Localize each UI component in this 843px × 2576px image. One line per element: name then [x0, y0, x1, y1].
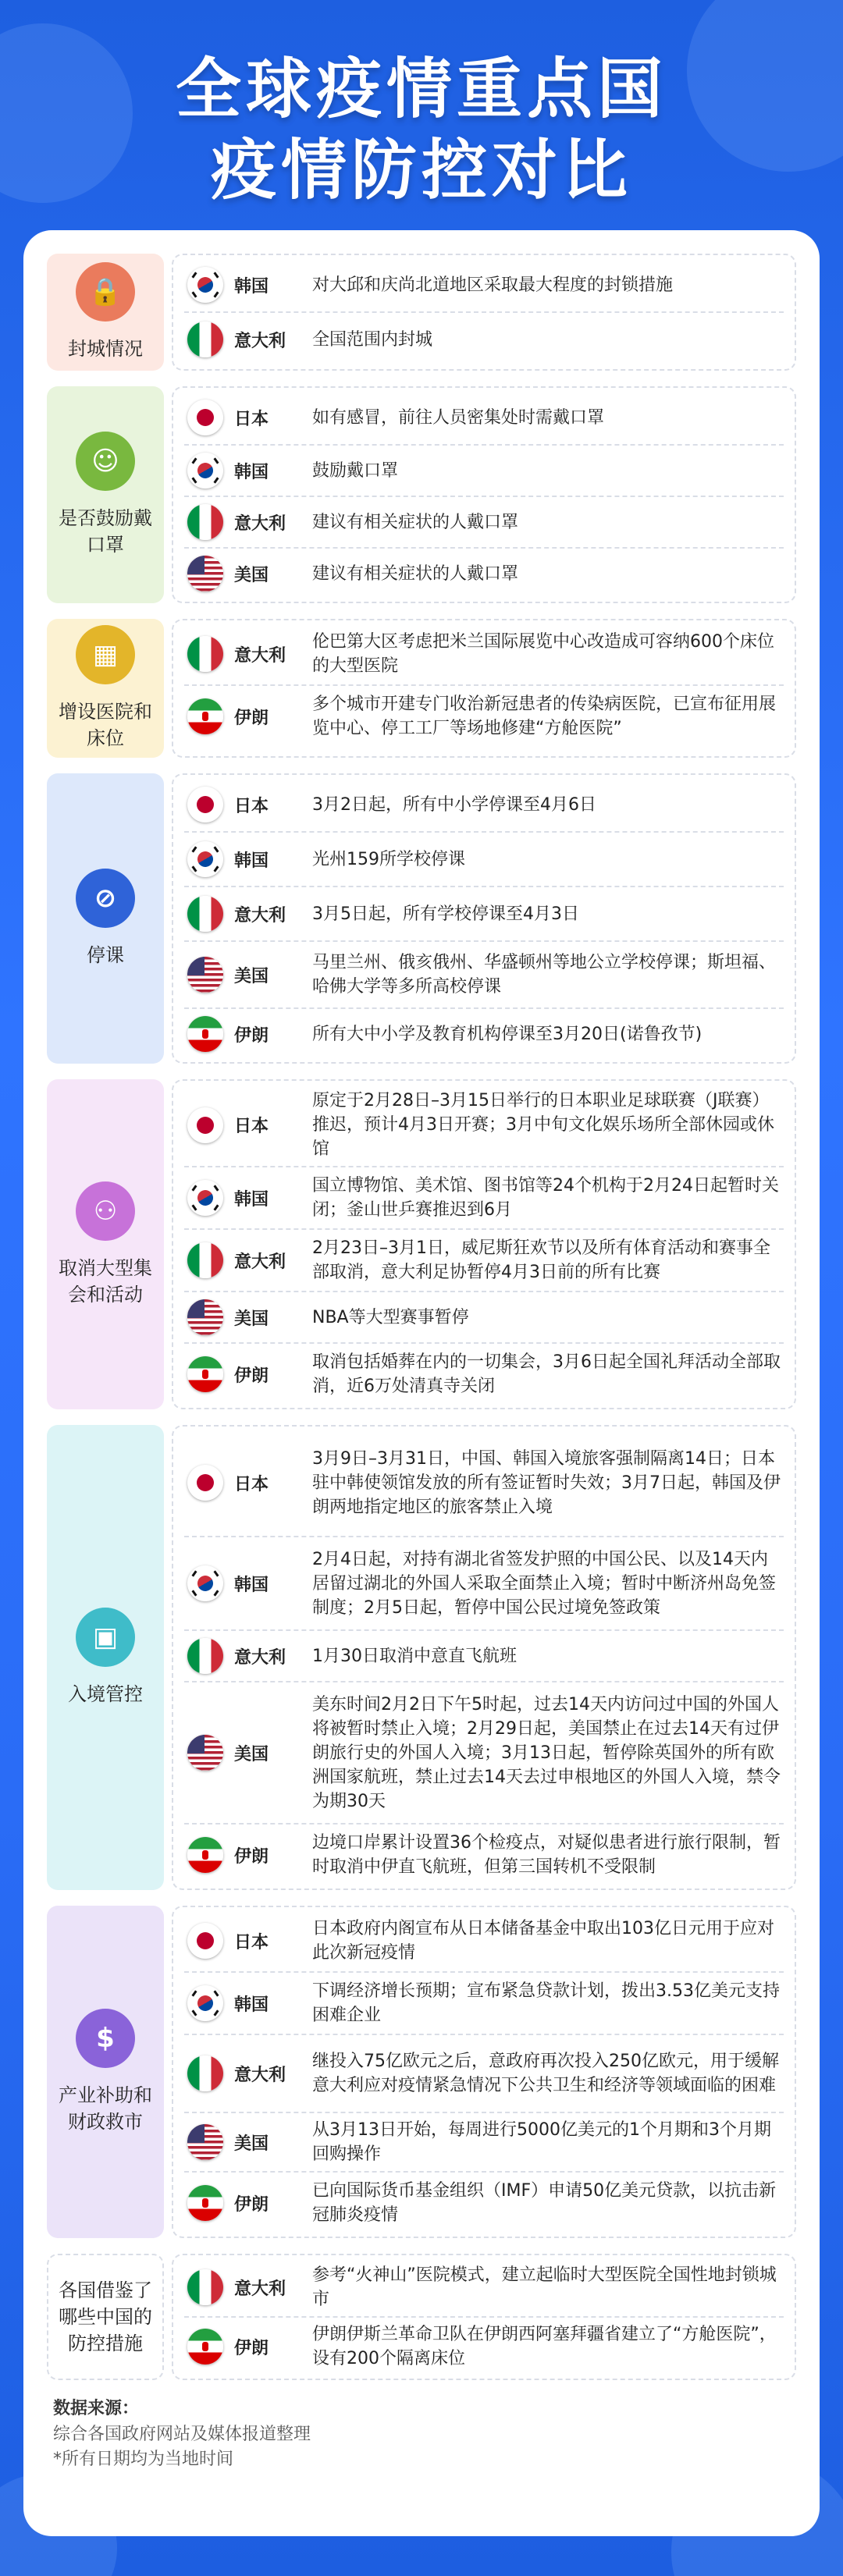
country-row	[184, 942, 784, 1009]
italy-flag-icon	[187, 2269, 223, 2305]
italy-flag-icon	[187, 2055, 223, 2091]
country-row	[184, 1973, 784, 2035]
italy-flag-icon	[187, 1638, 223, 1674]
country-name: 美国	[234, 565, 269, 585]
category-cell	[47, 386, 164, 603]
measure-text: 美东时间2月2日下午5时起，过去14天内访问过中国的外国人将被暂时禁止入境；2月29日起，美国禁止在过去14天有过伊朗旅行史的外国人入境；3月13日起，暂停除英国外的所有欧洲国家航班，禁止过去14天去过申根地区的外国人入境，禁令为期30天	[312, 1694, 781, 1811]
iran-flag-icon	[187, 1837, 223, 1873]
country-name: 意大利	[234, 645, 286, 666]
country-row	[184, 258, 784, 313]
measure-text: 伊朗伊斯兰革命卫队在伊朗西阿塞拜疆省建立了“方舱医院”，设有200个隔离床位	[312, 2325, 777, 2368]
country-name: 日本	[234, 1474, 269, 1494]
country-row	[184, 1430, 784, 1537]
country-row	[184, 686, 784, 747]
country-name: 韩国	[234, 462, 269, 482]
page-title	[0, 48, 843, 211]
country-rows	[172, 619, 796, 758]
category-label: 各国借鉴了哪些中国的防控措施	[59, 2279, 152, 2354]
category-label: 增设医院和床位	[59, 701, 152, 749]
country-row	[184, 1009, 784, 1059]
country-rows	[172, 1425, 796, 1890]
country-name: 伊朗	[234, 1366, 269, 1386]
category-cell	[47, 619, 164, 758]
country-name: 日本	[234, 1932, 269, 1952]
measure-text: 伦巴第大区考虑把米兰国际展览中心改造成可容纳600个床位的大型医院	[312, 632, 774, 676]
country-name: 美国	[234, 1744, 269, 1764]
country-row	[184, 1292, 784, 1344]
country-name: 韩国	[234, 1189, 269, 1210]
country-row	[184, 446, 784, 497]
category-cell	[47, 1906, 164, 2238]
category-cell	[47, 254, 164, 371]
measure-text: 取消包括婚葬在内的一切集会，3月6日起全国礼拜活动全部取消，近6万处清真寺关闭	[312, 1352, 781, 1396]
country-name: 日本	[234, 1117, 269, 1136]
measure-text: 已向国际货币基金组织（IMF）申请50亿美元贷款，以抗击新冠肺炎疫情	[312, 2181, 777, 2225]
footer	[47, 2396, 796, 2472]
category-cell	[47, 1425, 164, 1890]
measure-text: 建议有相关症状的人戴口罩	[312, 563, 519, 584]
south-korea-flag-icon	[187, 1985, 223, 2021]
country-row	[184, 549, 784, 599]
country-row	[184, 313, 784, 366]
measure-text: 1月30日取消中意直飞航班	[312, 1646, 517, 1666]
country-rows	[172, 1906, 796, 2238]
country-row	[184, 778, 784, 833]
country-rows	[172, 254, 796, 371]
iran-flag-icon	[187, 2185, 223, 2221]
measure-text: 多个城市开建专门收治新冠患者的传染病医院，已宣布征用展览中心、停工工厂等场地修建“方舱医院”	[312, 695, 777, 738]
country-rows	[172, 773, 796, 1064]
measure-text: 2月4日起，对持有湖北省签发护照的中国公民、以及14天内居留过湖北的外国人采取全面禁止入境；暂时中断济州岛免签制度；2月5日起，暂停中国公民过境免签政策	[312, 1549, 777, 1618]
country-name: 美国	[234, 2134, 269, 2154]
title-line-1: 全球疫情重点国	[175, 51, 667, 127]
japan-flag-icon	[187, 400, 223, 435]
source-label: 数据来源：	[53, 2399, 140, 2418]
hospital-icon: ▦	[76, 625, 135, 684]
section-5	[47, 1425, 796, 1890]
italy-flag-icon	[187, 896, 223, 932]
category-label: 停课	[87, 944, 124, 966]
italy-flag-icon	[187, 504, 223, 540]
country-name: 意大利	[234, 1252, 286, 1272]
country-row	[184, 1167, 784, 1230]
passport-icon: ▣	[76, 1608, 135, 1667]
measure-text: 光州159所学校停课	[312, 849, 465, 869]
country-row	[184, 2035, 784, 2113]
dollar-icon: $	[76, 2009, 135, 2068]
sections-list	[47, 254, 796, 2380]
category-cell	[47, 1079, 164, 1409]
date-note: *所有日期均为当地时间	[53, 2450, 234, 2469]
country-name: 韩国	[234, 851, 269, 871]
category-label: 封城情况	[68, 338, 143, 360]
country-name: 意大利	[234, 2279, 286, 2299]
country-row	[184, 1344, 784, 1405]
measure-text: 下调经济增长预期；宣布紧急贷款计划，拨出3.53亿美元支持困难企业	[312, 1981, 780, 2025]
country-name: 韩国	[234, 1995, 269, 2015]
iran-flag-icon	[187, 1356, 223, 1392]
usa-flag-icon	[187, 2124, 223, 2160]
country-row	[184, 624, 784, 686]
section-4	[47, 1079, 796, 1409]
iran-flag-icon	[187, 1016, 223, 1052]
country-row	[184, 1825, 784, 1885]
italy-flag-icon	[187, 1242, 223, 1278]
category-label: 取消大型集会和活动	[59, 1256, 152, 1306]
country-row	[184, 1682, 784, 1825]
country-rows	[172, 2254, 796, 2380]
section-2	[47, 619, 796, 758]
country-name: 伊朗	[234, 708, 269, 728]
country-row	[184, 1084, 784, 1167]
section-3	[47, 773, 796, 1064]
category-label: 产业补助和财政救市	[59, 2084, 152, 2133]
category-cell	[47, 2254, 164, 2380]
measure-text: 2月23日–3月1日，威尼斯狂欢节以及所有体育活动和赛事全部取消，意大利足协暂停4月3日前的所有比赛	[312, 1238, 770, 1282]
country-rows	[172, 1079, 796, 1409]
country-name: 日本	[234, 796, 269, 816]
measure-text: 3月9日–3月31日，中国、韩国入境旅客强制隔离14日；日本驻中韩使领馆发放的所有签证暂时失效；3月7日起，韩国及伊朗两地指定地区的旅客禁止入境	[312, 1448, 781, 1517]
source-line: 综合各国政府网站及媒体报道整理	[53, 2425, 311, 2444]
country-row	[184, 2258, 784, 2318]
measure-text: 所有大中小学及教育机构停课至3月20日(诺鲁孜节)	[312, 1024, 702, 1044]
lock-icon: 🔒	[76, 262, 135, 322]
usa-flag-icon	[187, 1735, 223, 1771]
south-korea-flag-icon	[187, 453, 223, 489]
south-korea-flag-icon	[187, 1180, 223, 1216]
measure-text: 如有感冒，前往人员密集处时需戴口罩	[312, 407, 605, 428]
country-row	[184, 2173, 784, 2233]
country-row	[184, 2318, 784, 2375]
country-row	[184, 2113, 784, 2173]
country-name: 韩国	[234, 276, 269, 297]
iran-flag-icon	[187, 2329, 223, 2365]
country-row	[184, 887, 784, 942]
japan-flag-icon	[187, 1923, 223, 1959]
country-name: 韩国	[234, 1575, 269, 1595]
country-name: 伊朗	[234, 1025, 269, 1046]
measure-text: 3月2日起，所有中小学停课至4月6日	[312, 794, 596, 815]
category-label: 是否鼓励戴口罩	[59, 507, 152, 556]
country-row	[184, 391, 784, 446]
south-korea-flag-icon	[187, 267, 223, 303]
measure-text: 鼓励戴口罩	[312, 460, 399, 481]
country-name: 伊朗	[234, 2338, 269, 2358]
measure-text: 马里兰州、俄亥俄州、华盛顿州等地公立学校停课；斯坦福、哈佛大学等多所高校停课	[312, 953, 777, 997]
usa-flag-icon	[187, 556, 223, 592]
iran-flag-icon	[187, 698, 223, 734]
country-name: 意大利	[234, 2065, 286, 2085]
measure-text: 国立博物馆、美术馆、图书馆等24个机构于2月24日起暂时关闭；釜山世乒赛推迟到6月	[312, 1176, 779, 1220]
measure-text: 边境口岸累计设置36个检疫点，对疑似患者进行旅行限制，暂时取消中伊直飞航班，但第三国转机不受限制	[312, 1833, 781, 1877]
measure-text: 日本政府内阁宣布从日本储备基金中取出103亿日元用于应对此次新冠疫情	[312, 1919, 774, 1963]
measure-text: 继投入75亿欧元之后，意政府再次投入250亿欧元，用于缓解意大利应对疫情紧急情况下公共卫生和经济等领域面临的困难	[312, 2052, 779, 2095]
category-cell	[47, 773, 164, 1064]
country-name: 意大利	[234, 331, 286, 351]
mask-icon: ☺	[76, 432, 135, 491]
japan-flag-icon	[187, 1465, 223, 1501]
section-7	[47, 2254, 796, 2380]
country-name: 美国	[234, 966, 269, 986]
category-label: 入境管控	[68, 1683, 143, 1705]
measure-text: NBA等大型赛事暂停	[312, 1307, 469, 1327]
measure-text: 建议有相关症状的人戴口罩	[312, 512, 519, 532]
country-row	[184, 1230, 784, 1292]
country-row	[184, 833, 784, 887]
title-line-2: 疫情防控对比	[210, 132, 632, 208]
usa-flag-icon	[187, 957, 223, 993]
measure-text: 全国范围内封城	[312, 329, 433, 350]
country-name: 伊朗	[234, 1846, 269, 1867]
country-row	[184, 1910, 784, 1973]
country-name: 意大利	[234, 1647, 286, 1668]
south-korea-flag-icon	[187, 1565, 223, 1601]
section-6	[47, 1906, 796, 2238]
italy-flag-icon	[187, 322, 223, 357]
measure-text: 对大邱和庆尚北道地区采取最大程度的封锁措施	[312, 275, 674, 295]
measure-text: 从3月13日开始，每周进行5000亿美元的1个月期和3个月期回购操作	[312, 2120, 771, 2164]
content-card	[23, 230, 820, 2536]
usa-flag-icon	[187, 1299, 223, 1335]
south-korea-flag-icon	[187, 841, 223, 877]
section-1	[47, 386, 796, 603]
country-name: 美国	[234, 1309, 269, 1329]
italy-flag-icon	[187, 636, 223, 672]
japan-flag-icon	[187, 787, 223, 823]
country-row	[184, 1631, 784, 1682]
measure-text: 参考“火神山”医院模式，建立起临时大型医院全国性地封锁城市	[312, 2265, 777, 2309]
country-row	[184, 497, 784, 549]
country-name: 伊朗	[234, 2194, 269, 2215]
country-row	[184, 1537, 784, 1631]
section-0	[47, 254, 796, 371]
japan-flag-icon	[187, 1107, 223, 1143]
country-name: 日本	[234, 409, 269, 429]
country-name: 意大利	[234, 513, 286, 534]
country-rows	[172, 386, 796, 603]
measure-text: 原定于2月28日–3月15日举行的日本职业足球联赛（J联赛）推迟，预计4月3日开赛；3月中旬文化娱乐场所全部休园或休馆	[312, 1091, 774, 1159]
crowd-icon: ⚇	[76, 1181, 135, 1241]
measure-text: 3月5日起，所有学校停课至4月3日	[312, 904, 579, 924]
country-name: 意大利	[234, 905, 286, 926]
book-icon: ⊘	[76, 869, 135, 928]
